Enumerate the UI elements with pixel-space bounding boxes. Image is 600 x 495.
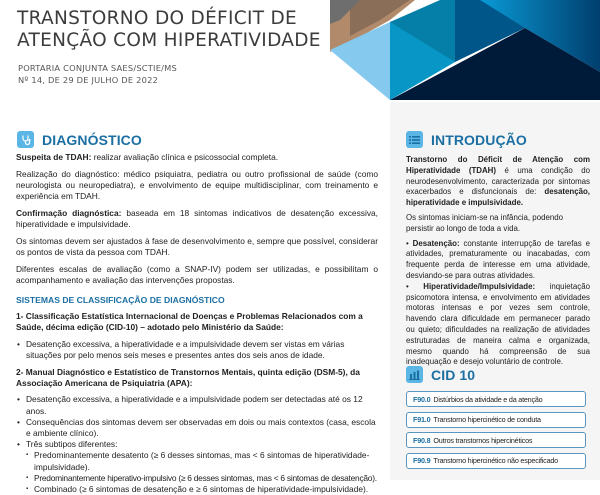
list-item: ▪ Predominantemente hiperativo-impulsivo (≥ 6 desses sintomas, mas < 6 sintomas de desatenção). [26, 473, 378, 484]
header-geometric-banner [330, 0, 600, 102]
paragraph-escalas: Diferentes escalas de avaliação (como a SNAP-IV) podem ser utilizadas, e possibilitam o acompanhamento e avaliação das intervenções propostas. [16, 263, 378, 285]
section-title-diagnostico: DIAGNÓSTICO [42, 131, 142, 148]
cid-label: Outros transtornos hipercinéticos [433, 435, 533, 445]
list-item: • Três subtipos diferentes: [16, 439, 378, 450]
cid-item-f909 [406, 453, 586, 469]
bar-chart-icon [406, 366, 423, 383]
diagnostico-heading [17, 131, 142, 148]
cid-code: F90.8 [413, 435, 431, 445]
list-item: ▪ Predominantemente desatento (≥ 6 desses sintomas, mas < 6 sintomas de hiperatividade-impulsividade). [26, 450, 378, 472]
label-hiperatividade: Hiperatividade/Impulsividade: [423, 281, 536, 291]
cid10-heading [406, 366, 475, 383]
text-confirmacao: baseada em 18 sintomas indicativos de desatenção excessiva, hiperatividade e impulsividade. [16, 207, 378, 230]
list-item: ▪ Combinado (≥ 6 sintomas de desatenção e ≥ 6 sintomas de hiperatividade-impulsividade). [26, 484, 378, 495]
list-item: • Desatenção excessiva, a hiperatividade e a impulsividade devem ser vistas em várias situações por pelo menos seis meses e presentes antes dos seis anos de idade. [16, 339, 378, 361]
diagnostico-body [16, 152, 378, 495]
paragraph-hiperatividade: • Hiperatividade/Impulsividade: inquietação psicomotora intensa, e envolvimento em atividades motoras intensas e por vezes sem controle, havendo clara dificuldade em permanecer parado ou quieto; dificuldades na realização de atividades estruturadas de maneira calma e organizada, mesmo quando há compreensão de sua inadequação e desejo voluntário de controle. [406, 281, 590, 367]
label-confirmacao: Confirmação diagnóstica: [16, 207, 122, 218]
cid-item-f900 [406, 391, 586, 407]
paragraph-desatencao: • Desatenção: constante interrupção de tarefas e atividades, prematuramente ou inacabadas, com frequente perda de interesse em uma atividade, desviando-se para outras atividades. [406, 238, 590, 280]
cid-code: F90.9 [413, 456, 431, 466]
cid-item-f910 [406, 412, 586, 428]
label-desatencao: Desatenção: [412, 238, 460, 248]
section-title-cid10: CID 10 [431, 366, 476, 383]
subtitle-line-1: PORTARIA CONJUNTA SAES/SCTIE/MS [18, 63, 177, 73]
system-1-heading: 1- Classificação Estatística Internacional de Doenças e Problemas Relacionados com a Saúde, décima edição (CID-10) – adotado pelo Ministério da Saúde: [16, 311, 363, 333]
list-icon [406, 131, 423, 148]
system-2-heading: 2- Manual Diagnóstico e Estatístico de Transtornos Mentais, quinta edição (DSM-5), da Associação Americana de Psiquiatria (APA): [16, 367, 360, 389]
text-hiperatividade: inquietação psicomotora intensa, e envolvimento em atividades motoras intensas e por vezes sem controle, havendo clara dificuldade em permanecer parado ou quieto; dificuldades na realização de atividades estruturadas de maneira calma e organizada, mesmo quando há compreensão de sua inadequação e desejo voluntário de controle. [406, 281, 590, 367]
label-sintomas: desatenção, hiperatividade e impulsividade. [406, 187, 590, 208]
title-line-1: TRANSTORNO DO DÉFICIT DE [17, 8, 298, 29]
paragraph-inicio: Os sintomas iniciam-se na infância, podendo persistir ao longo de toda a vida. [406, 212, 564, 233]
list-item: • Consequências dos sintomas devem ser observadas em dois ou mais contextos (casa, escola e ambiente clínico). [16, 417, 378, 439]
paragraph-definicao [406, 155, 590, 209]
text-definicao: é uma condição do neurodesenvolvimento, caracterizada por sintomas exacerbados e disfuncionais de: [406, 165, 590, 197]
page-title [17, 8, 321, 52]
subtypes-list [26, 450, 378, 495]
header [0, 0, 600, 100]
subtitle-line-2: Nº 14, DE 29 DE JULHO DE 2022 [18, 75, 159, 85]
cid-label: Distúrbios da atividade e da atenção [433, 394, 543, 404]
text-suspeita: realizar avaliação clínica e psicossocial completa. [91, 152, 279, 162]
system-2-list [16, 394, 378, 450]
cid-label: Transtorno hipercinético de conduta [433, 415, 541, 425]
text-desatencao: constante interrupção de tarefas e atividades, prematuramente ou inacabadas, com frequente perda de interesse em uma atividade, desviando-se para outras atividades. [406, 238, 590, 280]
paragraph-confirmacao [16, 208, 378, 230]
paragraph-realizacao: Realização do diagnóstico: médico psiquiatra, pediatra ou outro profissional de saúde (como neurologista ou neuropediatra), e envolvimento de equipe multidisciplinar, com treinamento e experiência em TDAH. [16, 168, 378, 202]
cid10-list [406, 391, 586, 473]
cid-label: Transtorno hipercinético não especificado [433, 456, 558, 466]
paragraph-suspeita [16, 152, 378, 163]
system-1-list [16, 339, 378, 361]
cid-code: F91.0 [413, 415, 431, 425]
cid-item-f908 [406, 432, 586, 448]
list-item: • Desatenção excessiva, a hiperatividade e a impulsividade podem ser detectadas até os 12 anos. [16, 394, 378, 416]
page-subtitle [18, 62, 177, 86]
introducao-heading [406, 131, 527, 148]
cid-code: F90.0 [413, 394, 431, 404]
title-line-2: ATENÇÃO COM HIPERATIVIDADE [17, 30, 321, 51]
section-title-introducao: INTRODUÇÃO [431, 131, 527, 148]
stethoscope-icon [17, 131, 34, 148]
paragraph-sintomas: Os sintomas devem ser ajustados à fase de desenvolvimento e, sempre que possível, considerar os pontos de vista da pessoa com TDAH. [16, 235, 378, 257]
introducao-body [406, 155, 590, 372]
subheading-sistemas: SISTEMAS DE CLASSIFICAÇÃO DE DIAGNÓSTICO [16, 295, 225, 306]
label-tdah: Transtorno do Déficit de Atenção com Hiperatividade (TDAH) [406, 155, 590, 175]
label-suspeita: Suspeita de TDAH: [16, 152, 92, 162]
